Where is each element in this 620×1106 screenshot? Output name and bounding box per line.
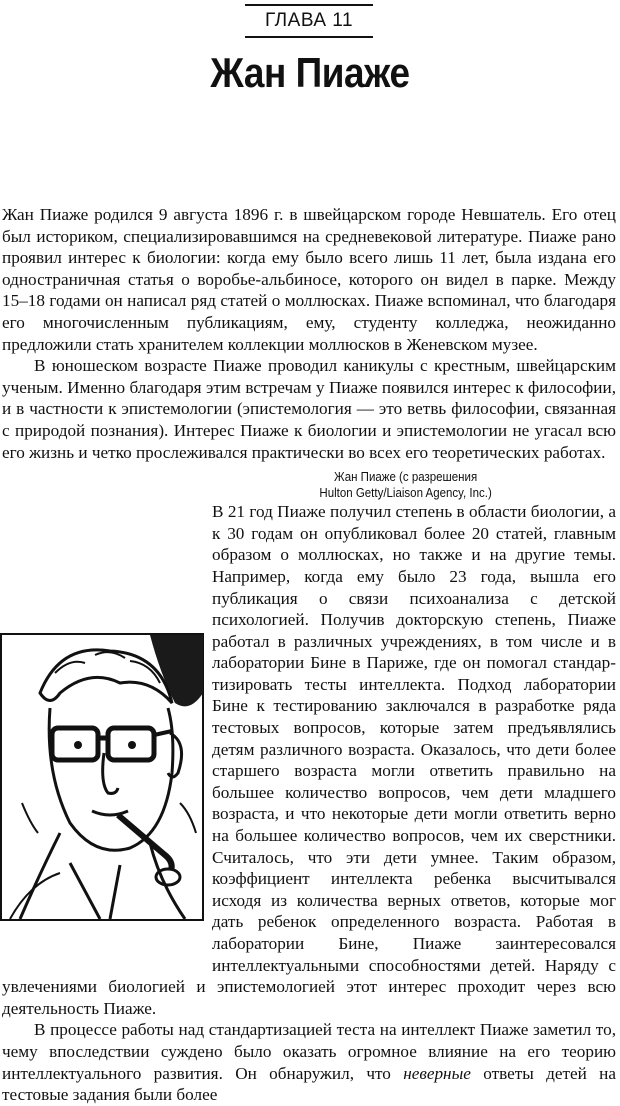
caption-line-1: Жан Пиаже (с разрешения [333,470,478,485]
figure-caption [27,469,592,501]
caption-line-2: Hulton Getty/Liaison Agency, Inc.) [319,486,492,501]
chapter-title: Жан Пиаже [210,49,410,96]
portrait-figure [0,633,204,963]
paragraph-1: Жан Пиаже родился 9 августа 1896 г. в швейцарском городе Невшатель. Его отец был историком, специализировавшимся на средневековой литературе. Пиаже рано проявил интерес к биологии: когда ему было всего лишь 11 лет, была издана его одностраничная статья о воробье-альбиносе, которого он видел в парке. Между 15–18 годами он написал ряд статей о моллюсках. Пиаже вспоминал, что благодаря его многочисленным публикациям, ему, студенту колледжа, неожиданно предложили стать хранителем коллекции моллюсков в Женевском музее. [2,205,616,354]
paragraph-4 [2,1019,616,1105]
body-text [2,204,616,1106]
chapter-label: ГЛАВА 11 [245,4,373,38]
paragraph-4-emphasis: неверные [403,1063,471,1083]
paragraph-4-end: ответы детей на тестовые задания были более [2,1063,616,1105]
paragraph-3-text: В 21 год Пиаже получил степень в области биологии, а к 30 годам он опубликовал более 20 статей, главным образом о моллюсках, но также и на другие темы. Например, когда ему было 23 года, вышла его публикация о связи психоанализа с детской психологией. Получив докторскую степень, Пиаже работал в различных учреждениях, в том числе и в лаборатории Бине в Париже, где он помогал стандартизировать тесты интеллекта. Подход лаборатории Бине к тестированию заключался в разработке ряда тестовых вопросов, которые затем предъявлялись детям различного возраста. Оказалось, что дети более старшего возраста могли ответить правильно на большее количество вопросов, чем дети младшего возраста, и что некоторые дети могли ответить верно на большее количество вопросов, чем их сверстники. Считалось, что эти дети умнее. Таким образом, коэффициент интеллекта ребенка высчитывался исходя из количества верных ответов, которые мог дать ребенок определенного возраста. Работая в лаборатории Бине, Пиаже заинтересовался интеллектуальными способностями детей. Наряду с увлечениями биологией и эпистемологией этот интерес проходит через всю деятельность Пиаже. [2,502,616,1018]
paragraph-4-start: В процессе работы над стандартизацией теста на интеллект Пиаже заметил то, чему впоследствии суждено было оказать огромное влияние на его теорию интеллектуального развития. Он обнаружил, что [2,1020,616,1083]
portrait-drawing-icon [0,633,204,921]
paragraph-2: В юношеском возрасте Пиаже проводил каникулы с крестным, швейцарским ученым. Именно благодаря этим встречам у Пиаже появился интерес к философии, и в частности к эпистемологии (эпистемология — это ветвь философии, связанная с природой познания). Интерес Пиаже к биологии и эпистемологии не угасал всю его жизнь и четко прослеживался практически во всех его теоретических работах. [2,356,616,462]
